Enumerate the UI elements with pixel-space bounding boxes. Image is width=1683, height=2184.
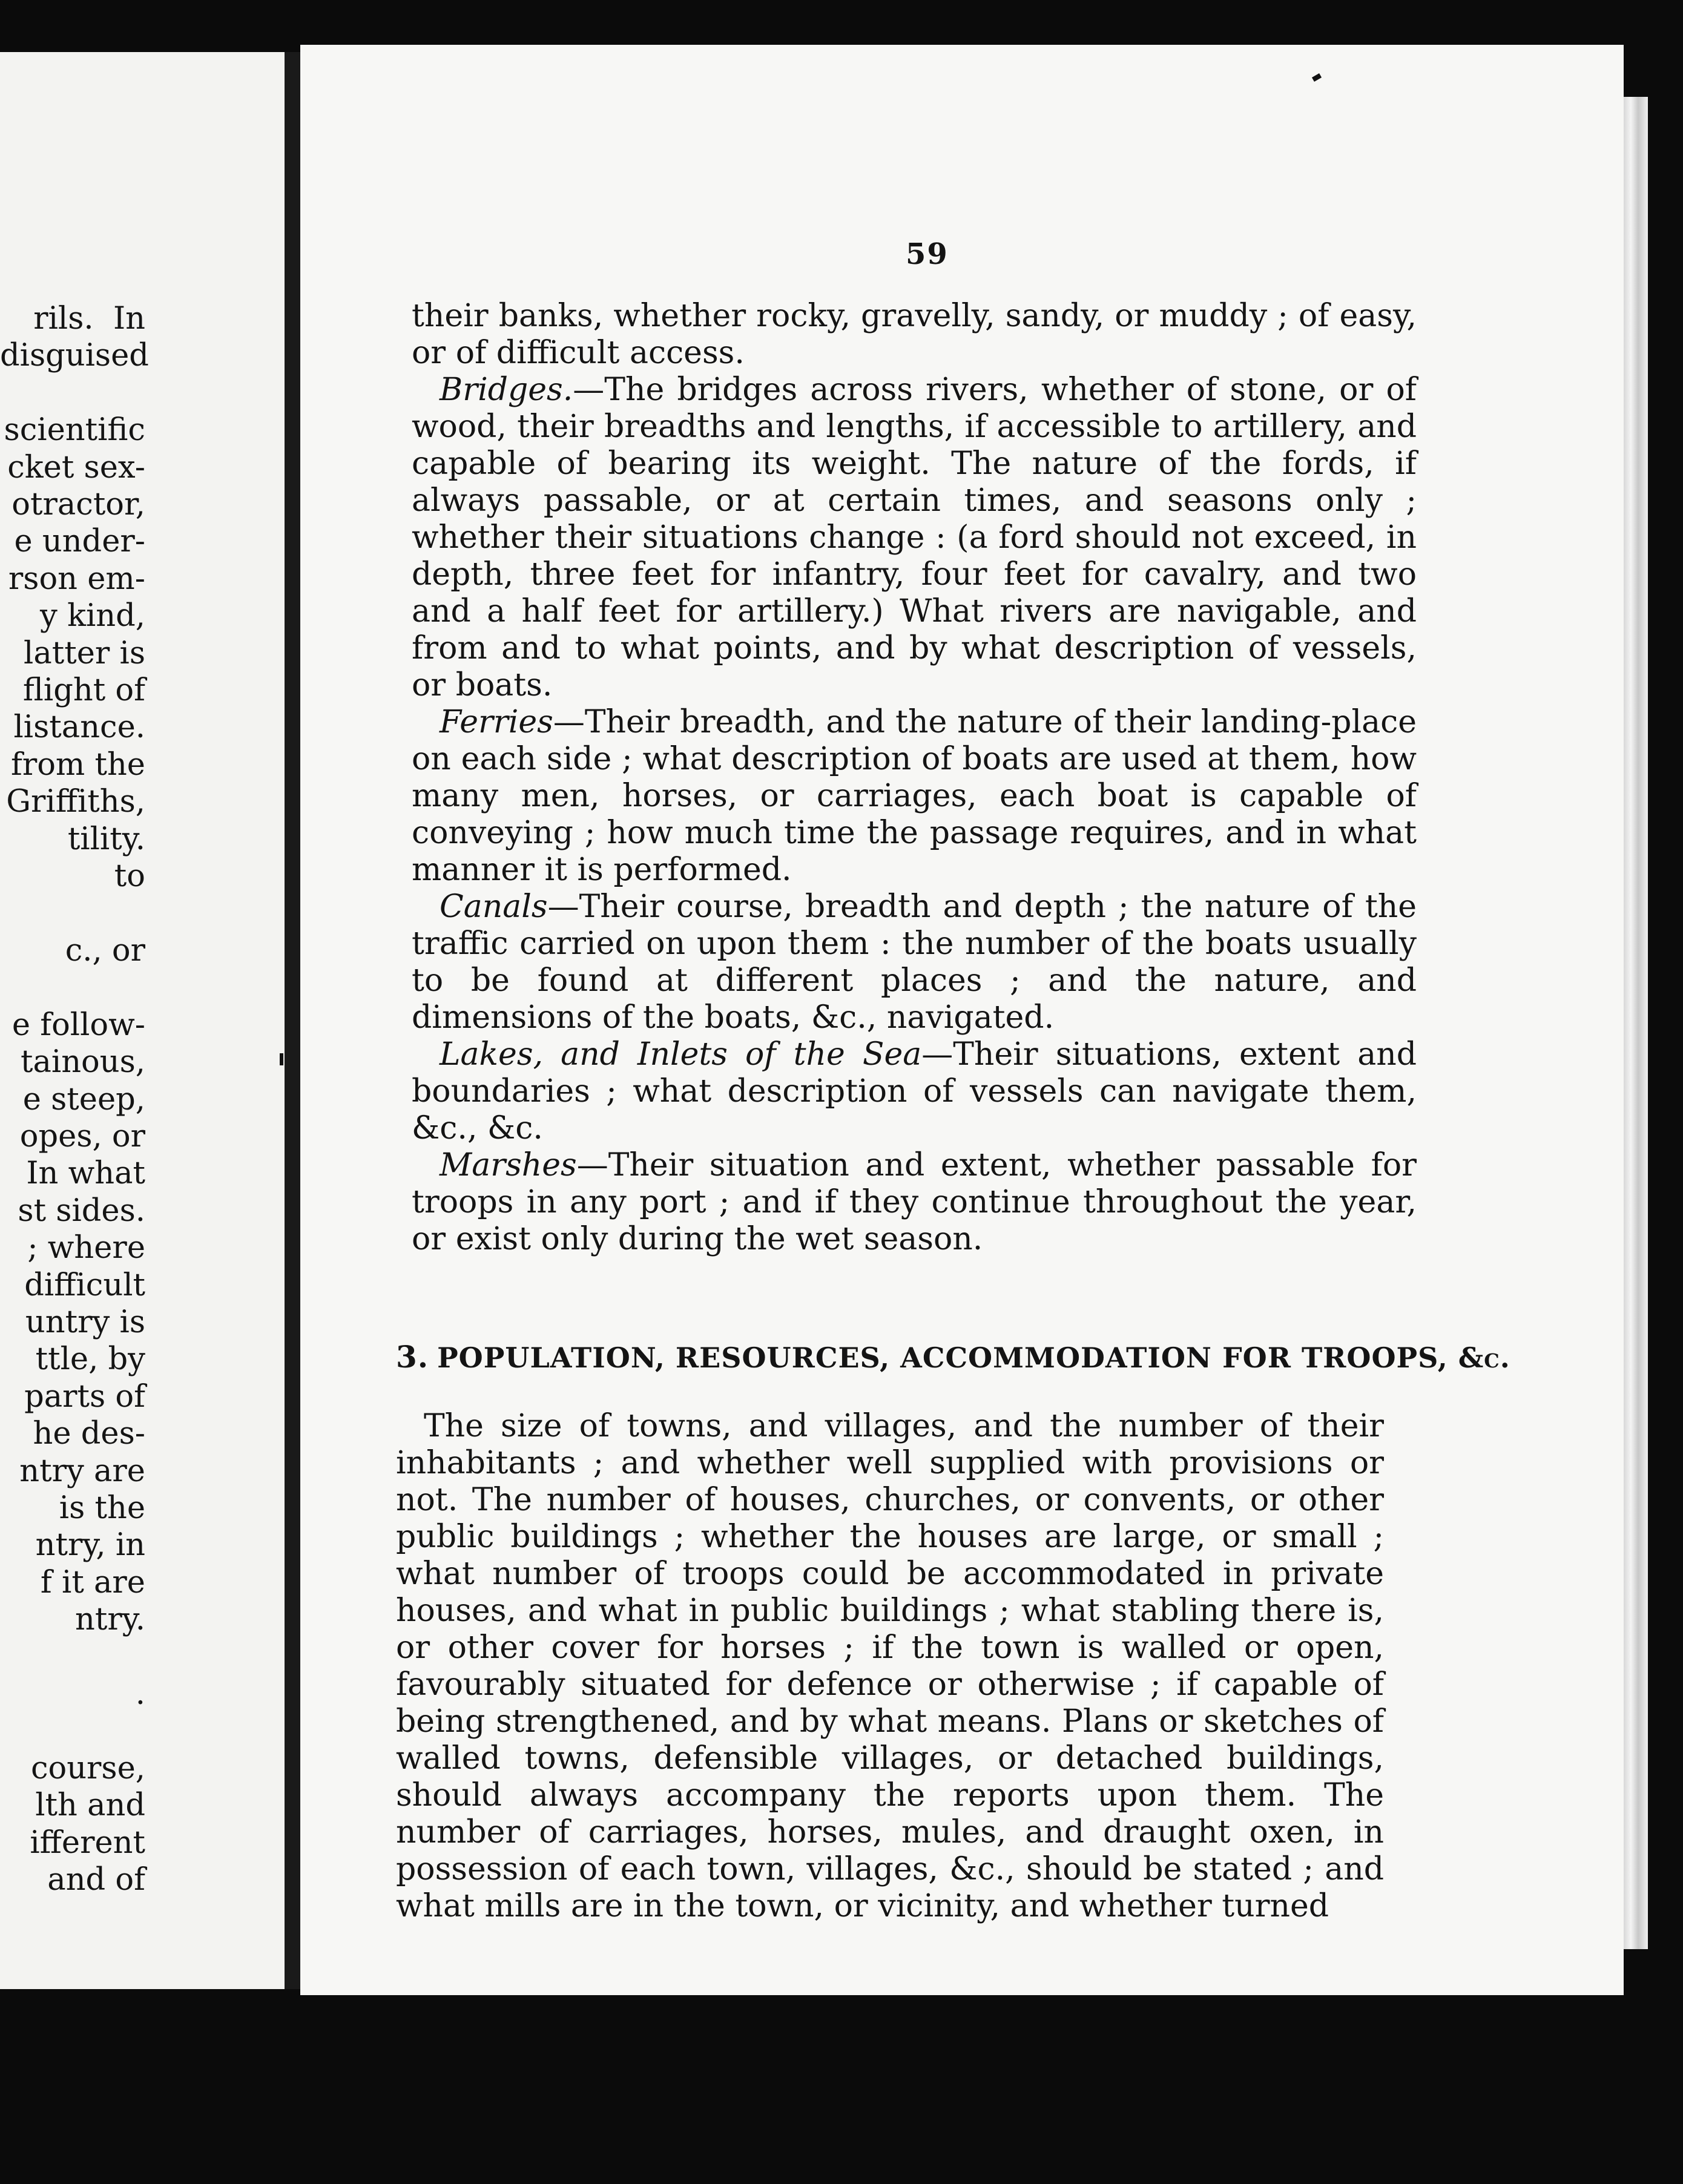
section-heading	[396, 1339, 1510, 1375]
paragraph-bridges	[412, 372, 1417, 704]
left-page-line	[0, 969, 145, 1006]
left-page-line: difficult	[24, 1267, 145, 1303]
paragraph-lead: Bridges.	[440, 372, 573, 408]
paragraph-text: —The bridges across rivers, whether of stone, or of wood, their breadths and lengths, if accessible to artillery, and capable of bearing its weight. The nature of the fords, if always passable, or at certain times, and seasons only ; whether their situations change : (a ford should not exceed, in depth, three feet for infantry, four feet for cavalry, and two and a half feet for artillery.) What rivers are navigable, and from and to what points, and by what description of vessels, or boats.	[412, 372, 1417, 703]
left-page-line: he des-	[33, 1416, 145, 1452]
page-edge	[1624, 97, 1648, 1949]
section-title: POPULATION, RESOURCES, ACCOMMODATION FOR TROOPS, &c.	[437, 1341, 1510, 1374]
left-page-line: e steep,	[22, 1081, 145, 1117]
left-page-line: to	[114, 858, 145, 895]
left-page-line: scientific	[4, 412, 145, 449]
left-page-line: flight of	[22, 673, 145, 709]
left-page-line: st sides.	[18, 1192, 145, 1229]
left-page-line: y kind,	[40, 598, 145, 634]
left-page-line: and of	[47, 1862, 145, 1898]
paragraph-lead: Lakes, and Inlets of the Sea	[440, 1036, 922, 1073]
left-page-line	[0, 1712, 145, 1749]
left-page-line: ifferent	[30, 1824, 145, 1861]
left-page-line: from the	[10, 746, 145, 783]
paragraph-river-banks	[412, 298, 1417, 372]
left-page-line: tainous,	[21, 1044, 145, 1080]
paragraph-lead: Canals	[440, 889, 548, 925]
section-text-column	[396, 1408, 1384, 1925]
paragraph-lakes	[412, 1036, 1417, 1147]
left-page-line	[0, 375, 145, 412]
left-page-line: untry is	[25, 1304, 145, 1340]
left-page-line: rson em-	[8, 561, 145, 597]
left-page-line	[0, 895, 145, 932]
left-page-line: c., or	[65, 932, 145, 969]
paragraph-text: —Their situations, extent and boundaries ; what description of vessels can navigate them, &c., &c.	[412, 1036, 1417, 1146]
paragraph-text: —Their course, breadth and depth ; the nature of the traffic carried on upon them : the number of the boats usually to be found at different places ; and the nature, and dimensions of the boats, &c., navigated.	[412, 889, 1417, 1036]
book-gutter	[285, 52, 300, 1989]
left-page-line: .	[135, 1676, 145, 1712]
left-page-line: In what	[26, 1156, 145, 1192]
paragraph-marshes	[412, 1147, 1417, 1258]
left-page-line: ntry, in	[35, 1527, 145, 1564]
left-page-line	[0, 1639, 145, 1676]
left-page-line: parts of	[24, 1378, 145, 1415]
left-page-line: is the	[59, 1490, 145, 1526]
left-page-line: course,	[30, 1750, 145, 1786]
page-number: 59	[906, 237, 949, 271]
left-page-line: rils. In	[33, 301, 145, 337]
left-page-line: cket sex-	[7, 449, 145, 485]
left-page-line: disguised	[0, 338, 149, 374]
left-page-line: listance.	[13, 709, 145, 746]
scan-speck	[280, 1053, 283, 1065]
left-page-line: e under-	[14, 524, 145, 560]
left-page-line: ntry are	[19, 1453, 145, 1489]
paragraph-lead: Ferries	[440, 704, 553, 740]
text-column	[412, 298, 1417, 1258]
left-page-line: opes, or	[19, 1118, 145, 1154]
left-page-line: Griffiths,	[6, 784, 145, 820]
left-page-line: e follow-	[12, 1007, 145, 1043]
left-page-line: ; where	[27, 1230, 145, 1266]
paragraph-population: The size of towns, and villages, and the number of their inhabitants ; and whether well supplied with provisions or not. The number of houses, churches, or convents, or other public buildings ; whether the houses are large, or small ; what number of troops could be accommodated in private houses, and what in public buildings ; what stabling there is, or other cover for horses ; if the town is walled or open, favourably situated for defence or otherwise ; if capable of being strengthened, and by what means. Plans or sketches of walled towns, defensible villages, or detached buildings, should always accompany the reports upon them. The number of carriages, horses, mules, and draught oxen, in possession of each town, villages, &c., should be stated ; and what mills are in the town, or vicinity, and whether turned	[396, 1408, 1384, 1924]
left-page-line: otractor,	[12, 487, 145, 523]
paragraph-text: —Their situation and extent, whether passable for troops in any port ; and if they continue throughout the year, or exist only during the wet season.	[412, 1147, 1417, 1257]
paragraph-canals	[412, 889, 1417, 1036]
left-page-line: ntry.	[75, 1602, 145, 1638]
left-page	[0, 52, 285, 1989]
paragraph-text: —Their breadth, and the nature of their landing-place on each side ; what description of boats are used at them, how many men, horses, or carriages, each boat is capable of conveying ; how much time the passage requires, and in what manner it is performed.	[412, 704, 1417, 888]
left-page-text	[0, 300, 149, 1898]
left-page-line: tility.	[67, 821, 145, 857]
paragraph-text: their banks, whether rocky, gravelly, sandy, or muddy ; of easy, or of difficult access.	[412, 298, 1417, 371]
left-page-line: lth and	[35, 1788, 145, 1824]
paragraph-lead: Marshes	[440, 1147, 577, 1183]
left-page-line: ttle, by	[35, 1341, 145, 1378]
left-page-line: f it are	[40, 1564, 145, 1600]
paragraph-ferries	[412, 704, 1417, 889]
section-number: 3.	[396, 1339, 429, 1375]
left-page-line: latter is	[24, 635, 145, 671]
